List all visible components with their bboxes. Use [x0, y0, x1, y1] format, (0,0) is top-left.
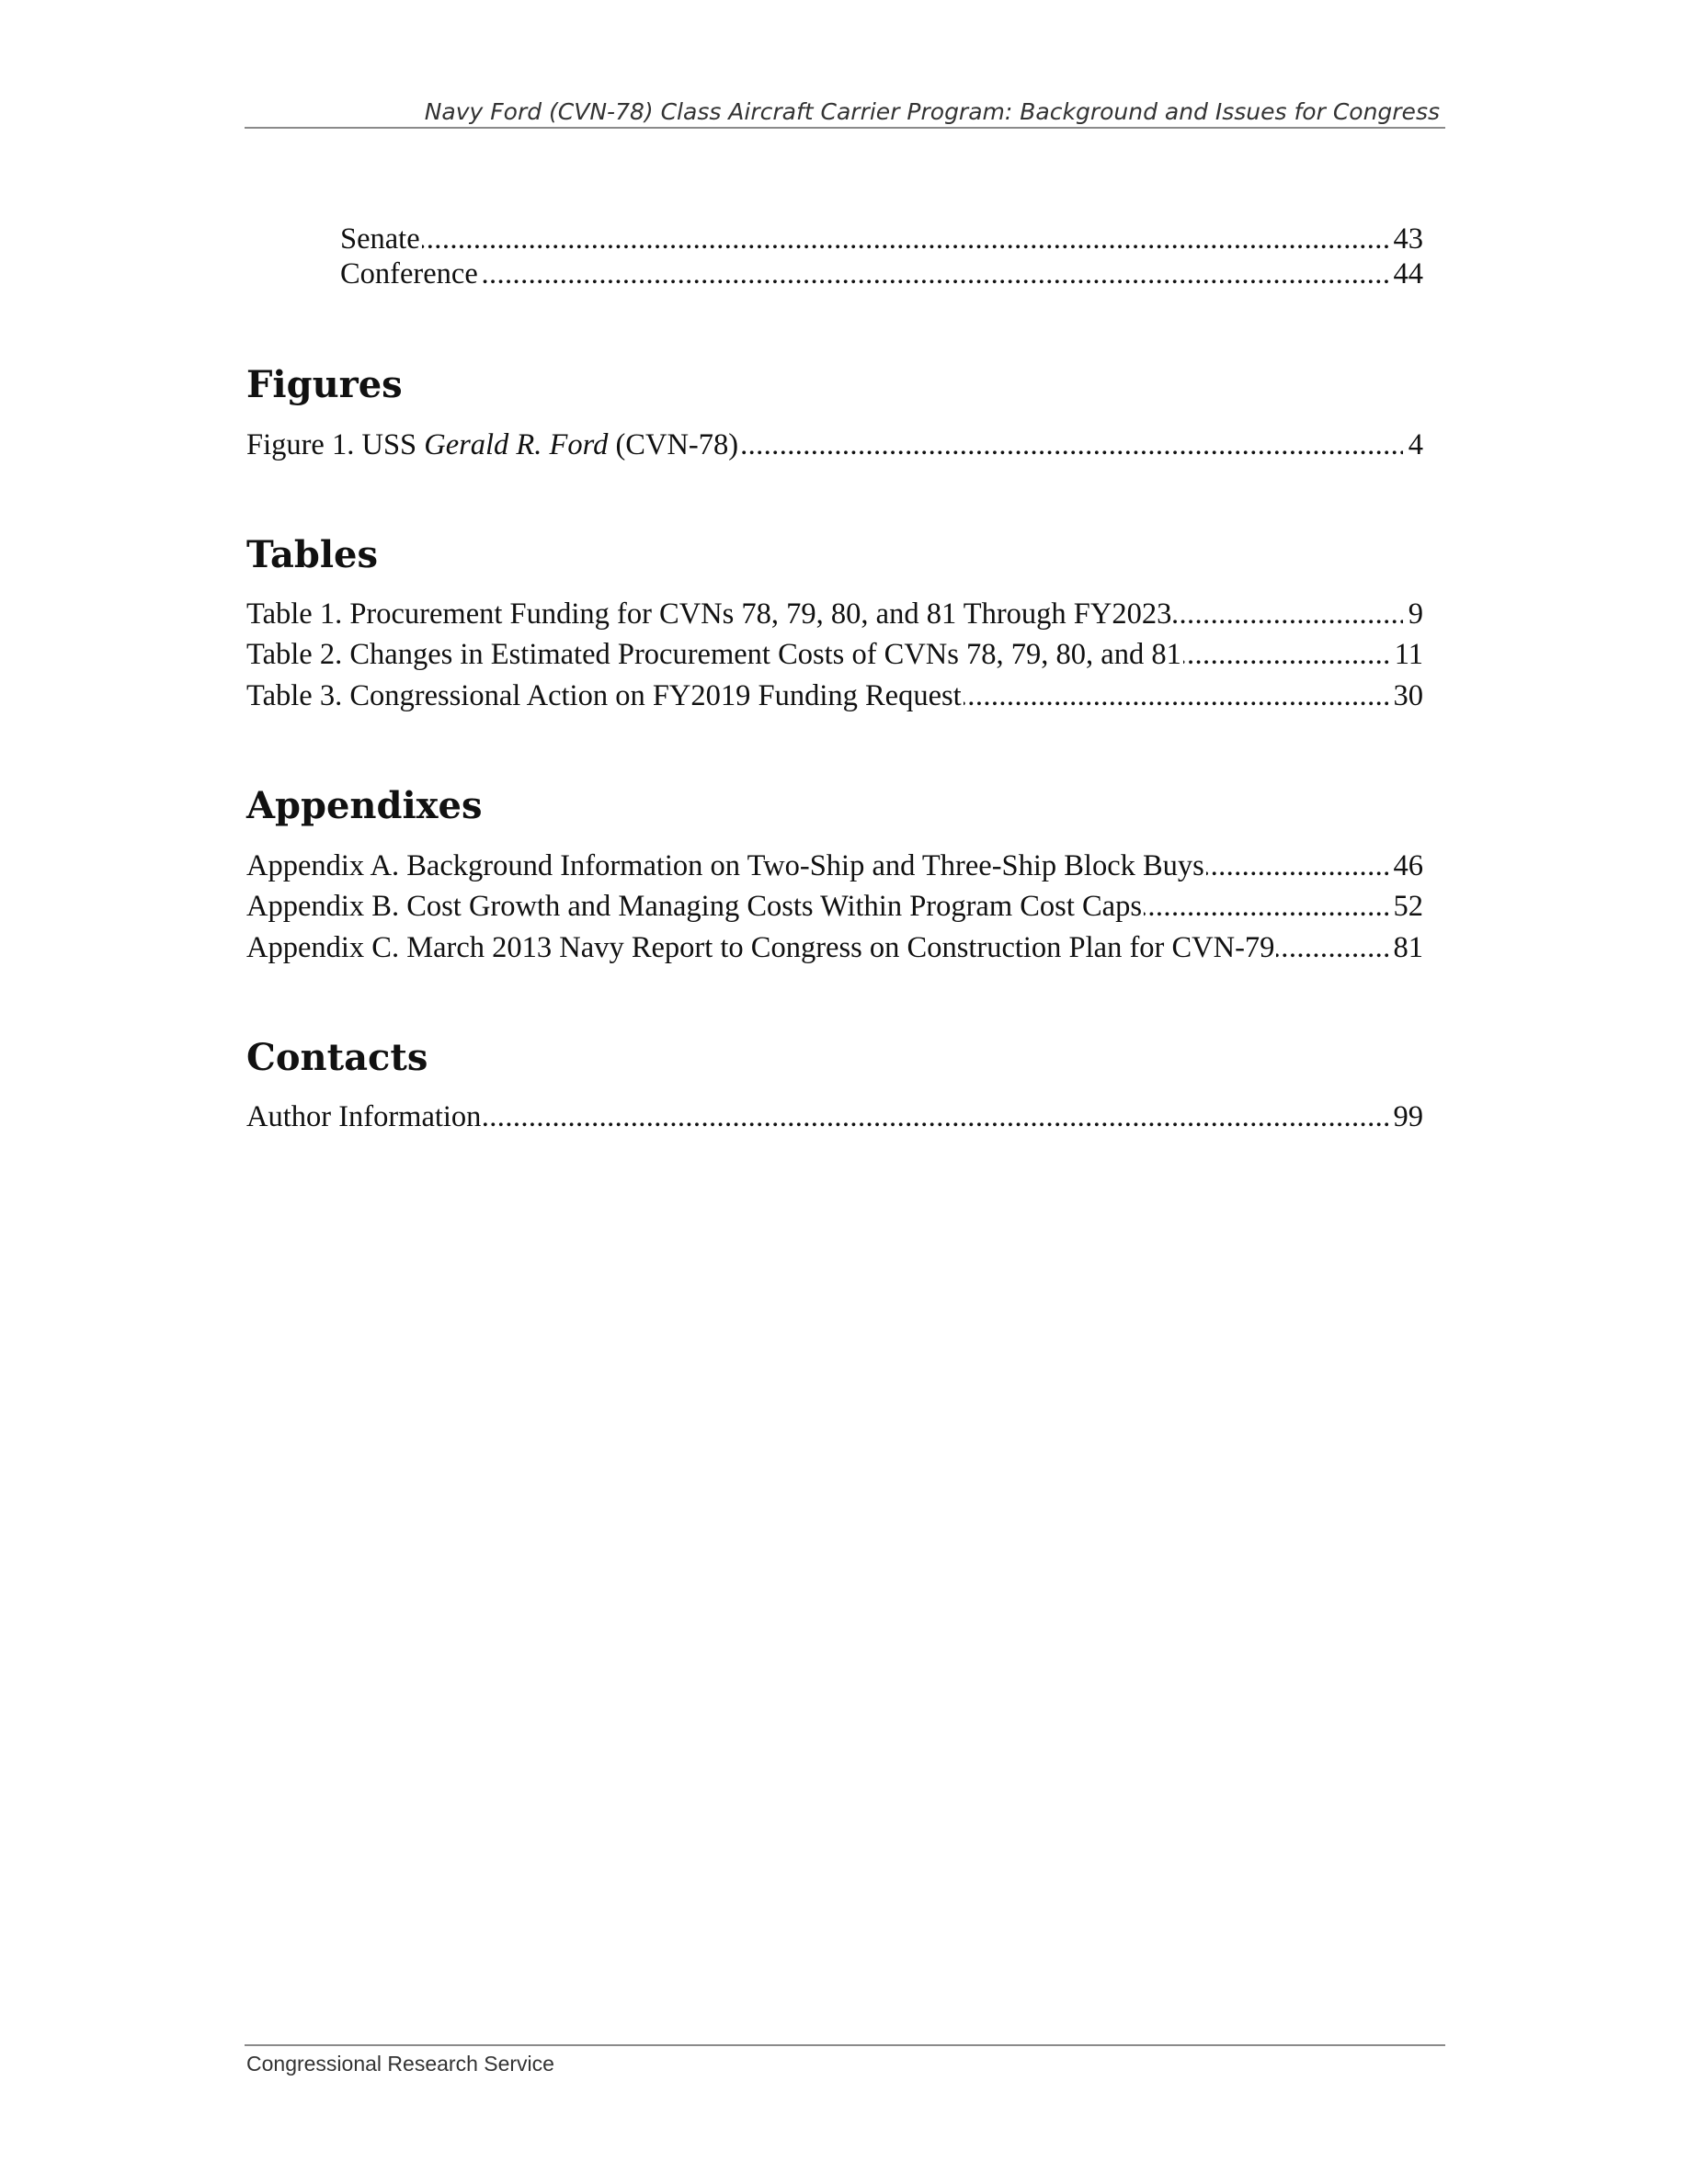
leader-dots	[340, 256, 1423, 292]
toc-entry-title: Appendix A. Background Information on Two-Ship and Three-Ship Block Buys	[246, 849, 1204, 882]
toc-entry-page: 52	[1388, 888, 1424, 925]
toc-entry-table-1[interactable]	[246, 596, 1423, 632]
toc-entry-title: Table 1. Procurement Funding for CVNs 78, 79, 80, and 81 Through FY2023	[246, 597, 1172, 631]
toc-entry-appendix-a[interactable]	[246, 847, 1423, 884]
figure-title-suffix: (CVN-78)	[608, 428, 739, 461]
running-header	[245, 97, 1445, 129]
running-header-title: Navy Ford (CVN-78) Class Aircraft Carrier Program: Background and Issues for Congress	[424, 98, 1440, 125]
toc-entry-page: 81	[1388, 929, 1424, 966]
contacts-heading: Contacts	[246, 1036, 428, 1079]
running-footer	[245, 2044, 1445, 2076]
appendixes-heading: Appendixes	[246, 784, 483, 827]
toc-entry-title: Appendix C. March 2013 Navy Report to Congress on Construction Plan for CVN-79	[246, 931, 1275, 964]
tables-heading: Tables	[246, 533, 378, 576]
toc-entry-title: Conference	[340, 257, 478, 290]
figures-heading: Figures	[246, 363, 403, 406]
toc-entry-senate[interactable]	[340, 221, 1423, 257]
toc-entry-table-2[interactable]	[246, 636, 1423, 673]
toc-entry-conference[interactable]	[340, 256, 1423, 292]
toc-entry-page: 44	[1388, 256, 1424, 292]
toc-entry-title: Senate	[340, 222, 420, 256]
toc-entry-title: Appendix B. Cost Growth and Managing Costs Within Program Cost Caps	[246, 890, 1142, 923]
toc-entry-page: 4	[1403, 427, 1423, 463]
toc-entry-title: Table 2. Changes in Estimated Procurement Costs of CVNs 78, 79, 80, and 81	[246, 638, 1181, 671]
toc-entry-title: Author Information	[246, 1100, 482, 1133]
toc-entry-page: 99	[1388, 1098, 1424, 1135]
toc-entry-page: 30	[1388, 677, 1424, 714]
toc-entry-title: Table 3. Congressional Action on FY2019 Funding Request	[246, 679, 962, 712]
toc-entry-title	[246, 427, 740, 463]
figure-title-prefix: Figure 1. USS	[246, 428, 425, 461]
toc-entry-figure-1[interactable]	[246, 427, 1423, 463]
toc-entry-table-3[interactable]	[246, 677, 1423, 714]
toc-entry-page: 11	[1389, 636, 1423, 673]
leader-dots	[340, 221, 1423, 257]
toc-entry-page: 46	[1388, 847, 1424, 884]
toc-entry-page: 43	[1388, 221, 1424, 257]
toc-entry-author-information[interactable]	[246, 1098, 1423, 1135]
toc-entry-appendix-b[interactable]	[246, 888, 1423, 925]
footer-source: Congressional Research Service	[246, 2052, 554, 2076]
toc-entry-page: 9	[1403, 596, 1423, 632]
toc-entry-appendix-c[interactable]	[246, 929, 1423, 966]
ship-name-italic: Gerald R. Ford	[424, 428, 609, 461]
